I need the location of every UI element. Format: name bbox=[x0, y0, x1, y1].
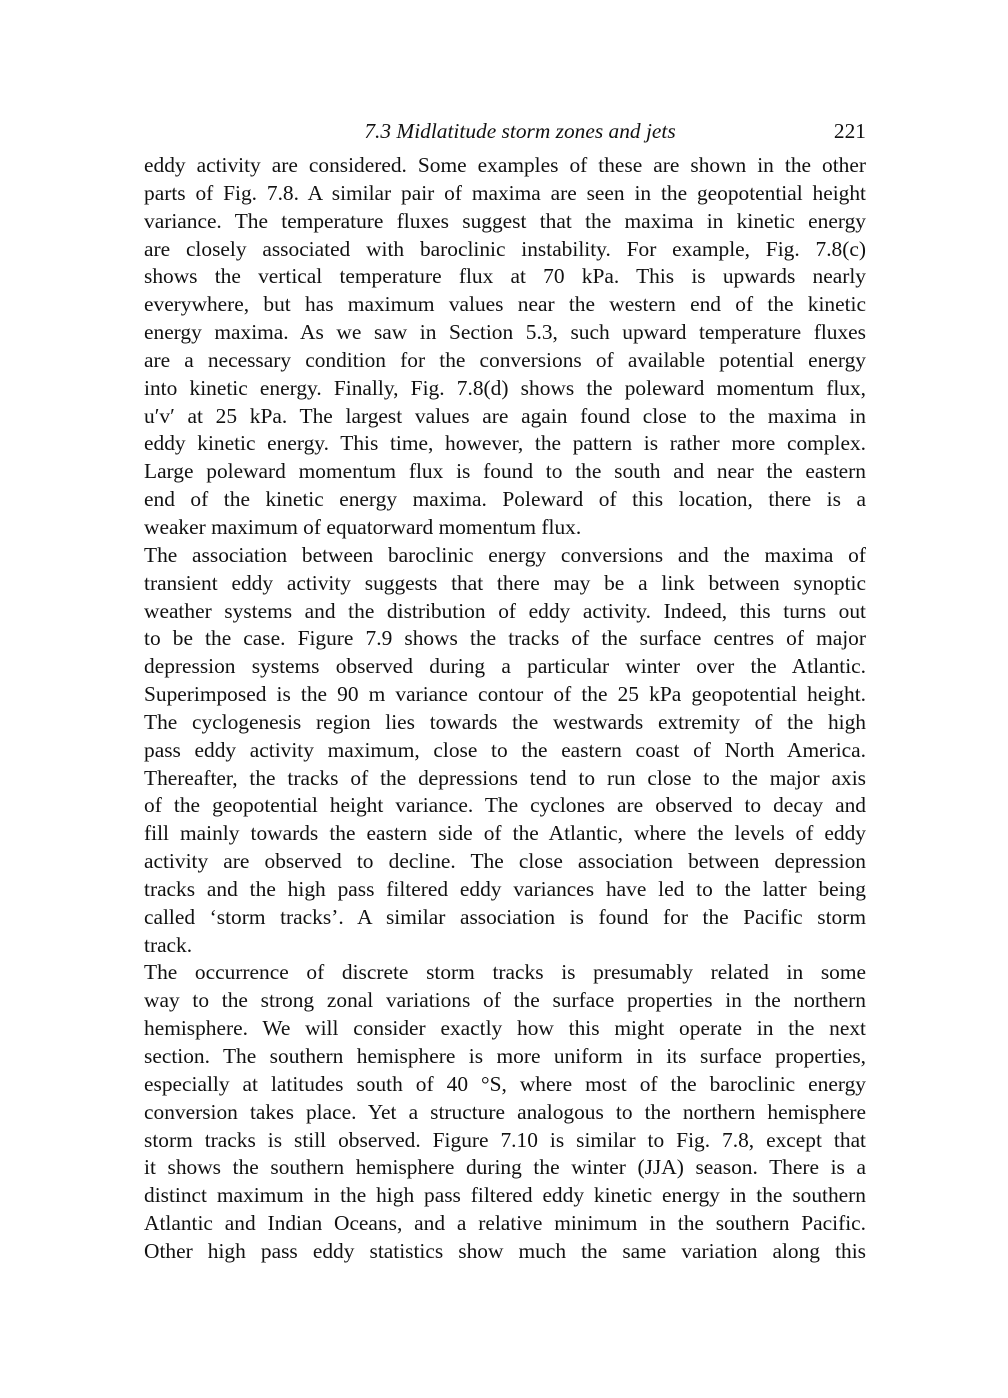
page-number: 221 bbox=[833, 119, 866, 143]
paragraph-1 bbox=[144, 152, 866, 542]
text-line: parts of Fig. 7.8. A similar pair of maxima are seen in the geopotential height bbox=[144, 180, 866, 205]
text-line: u′v′ at 25 kPa. The largest values are again found close to the maxima in bbox=[144, 403, 866, 428]
text-line: eddy activity are considered. Some examples of these are shown in the other bbox=[144, 153, 866, 177]
text-line: The association between baroclinic energy conversions and the maxima of bbox=[144, 542, 866, 567]
text-line: activity are observed to decline. The close association between depression bbox=[144, 849, 866, 874]
text-line: Thereafter, the tracks of the depressions tend to run close to the major axis bbox=[144, 765, 866, 790]
text-line: it shows the southern hemisphere during the winter (JJA) season. There is a bbox=[144, 1155, 866, 1180]
text-line: conversion takes place. Yet a structure analogous to the northern hemisphere bbox=[144, 1099, 866, 1124]
text-line: pass eddy activity maximum, close to the eastern coast of North America. bbox=[144, 737, 866, 762]
text-line: Large poleward momentum flux is found to the south and near the eastern bbox=[144, 459, 866, 484]
text-line: way to the strong zonal variations of the surface properties in the northern bbox=[144, 988, 866, 1013]
text-line: shows the vertical temperature flux at 70 kPa. This is upwards nearly bbox=[144, 264, 866, 289]
text-line: transient eddy activity suggests that there may be a link between synoptic bbox=[144, 570, 866, 595]
text-line: variance. The temperature fluxes suggest that the maxima in kinetic energy bbox=[144, 208, 866, 233]
text-line: The occurrence of discrete storm tracks is presumably related in some bbox=[144, 960, 866, 985]
text-line: everywhere, but has maximum values near the western end of the kinetic bbox=[144, 292, 866, 317]
text-line: called ‘storm tracks’. A similar association is found for the Pacific storm bbox=[144, 904, 866, 929]
text-line: Superimposed is the 90 m variance contour of the 25 kPa geopotential height. bbox=[144, 682, 866, 707]
book-page bbox=[144, 118, 866, 1266]
text-line: are closely associated with baroclinic instability. For example, Fig. 7.8(c) bbox=[144, 236, 866, 261]
paragraph-2 bbox=[144, 542, 866, 960]
text-line: energy maxima. As we saw in Section 5.3, such upward temperature fluxes bbox=[144, 320, 866, 345]
text-line: hemisphere. We will consider exactly how this might operate in the next bbox=[144, 1016, 866, 1041]
text-line: section. The southern hemisphere is more uniform in its surface properties, bbox=[144, 1044, 866, 1068]
text-line: eddy kinetic energy. This time, however, the pattern is rather more complex. bbox=[144, 431, 866, 456]
text-line: Atlantic and Indian Oceans, and a relative minimum in the southern Pacific. bbox=[144, 1211, 866, 1236]
text-line: to be the case. Figure 7.9 shows the tracks of the surface centres of major bbox=[144, 626, 866, 651]
text-line: weaker maximum of equatorward momentum flux. bbox=[144, 514, 582, 539]
running-head: 7.3 Midlatitude storm zones and jets bbox=[364, 119, 676, 143]
text-line: The cyclogenesis region lies towards the westwards extremity of the high bbox=[144, 709, 866, 734]
text-line: tracks and the high pass filtered eddy variances have led to the latter being bbox=[144, 876, 866, 901]
text-line: storm tracks is still observed. Figure 7.10 is similar to Fig. 7.8, except that bbox=[144, 1127, 866, 1152]
text-line: are a necessary condition for the conversions of available potential energy bbox=[144, 347, 866, 372]
text-line: end of the kinetic energy maxima. Poleward of this location, there is a bbox=[144, 487, 866, 512]
text-line: especially at latitudes south of 40 °S, where most of the baroclinic energy bbox=[144, 1071, 866, 1096]
text-line: of the geopotential height variance. The cyclones are observed to decay and bbox=[144, 793, 866, 818]
text-line: weather systems and the distribution of eddy activity. Indeed, this turns out bbox=[144, 598, 866, 623]
paragraph-3 bbox=[144, 959, 866, 1265]
text-line: distinct maximum in the high pass filtered eddy kinetic energy in the southern bbox=[144, 1183, 866, 1208]
page-header bbox=[144, 118, 866, 152]
text-line: into kinetic energy. Finally, Fig. 7.8(d) shows the poleward momentum flux, bbox=[144, 375, 866, 400]
text-line: Other high pass eddy statistics show much the same variation along this bbox=[144, 1238, 866, 1263]
text-line: track. bbox=[144, 932, 193, 957]
text-line: fill mainly towards the eastern side of the Atlantic, where the levels of eddy bbox=[144, 821, 866, 846]
text-line: depression systems observed during a particular winter over the Atlantic. bbox=[144, 654, 866, 679]
